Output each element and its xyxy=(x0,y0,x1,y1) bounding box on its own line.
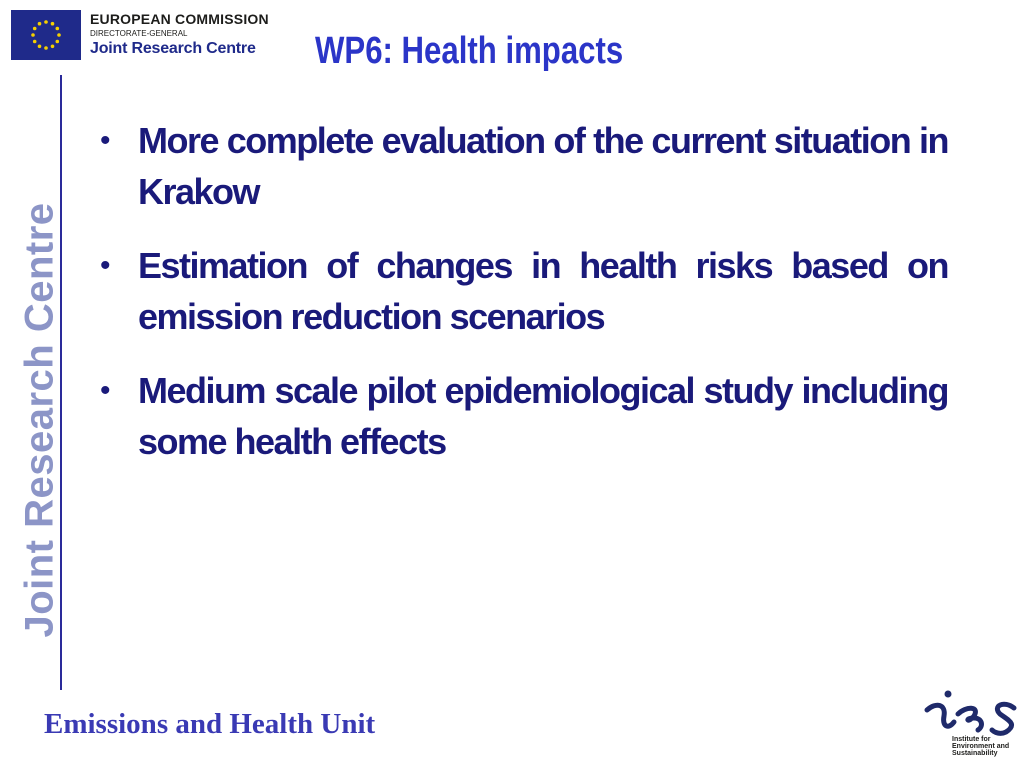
footer-unit-name: Emissions and Health Unit xyxy=(44,708,376,740)
ies-caption-line: Institute for xyxy=(952,736,991,743)
bullet-icon: • xyxy=(100,124,111,157)
org-name-jrc: Joint Research Centre xyxy=(90,40,256,57)
european-commission-logo xyxy=(11,10,283,66)
bullet-item xyxy=(95,365,948,467)
bullet-text: More complete evaluation of the current situation in Krakow xyxy=(138,120,948,212)
ies-logo-icon xyxy=(922,688,1024,768)
bullet-text: Estimation of changes in health risks based on emission reduction scenarios xyxy=(138,245,948,337)
bullet-item xyxy=(95,115,948,217)
bullet-list xyxy=(95,115,948,490)
ies-logo-caption xyxy=(952,736,1009,757)
org-name-directorate: DIRECTORATE-GENERAL xyxy=(90,29,188,38)
bullet-text: Medium scale pilot epidemiological study including some health effects xyxy=(138,370,948,462)
sidebar-vertical-title: Joint Research Centre xyxy=(17,202,62,638)
ies-caption-line: Environment and xyxy=(952,743,1010,750)
slide-title: WP6: Health impacts xyxy=(315,30,624,72)
bullet-item xyxy=(95,240,948,342)
bullet-icon: • xyxy=(100,249,111,282)
ies-caption-line: Sustainability xyxy=(952,750,998,757)
org-name-european-commission: EUROPEAN COMMISSION xyxy=(90,11,269,27)
bullet-icon: • xyxy=(100,374,111,407)
eu-flag-icon xyxy=(11,10,81,60)
